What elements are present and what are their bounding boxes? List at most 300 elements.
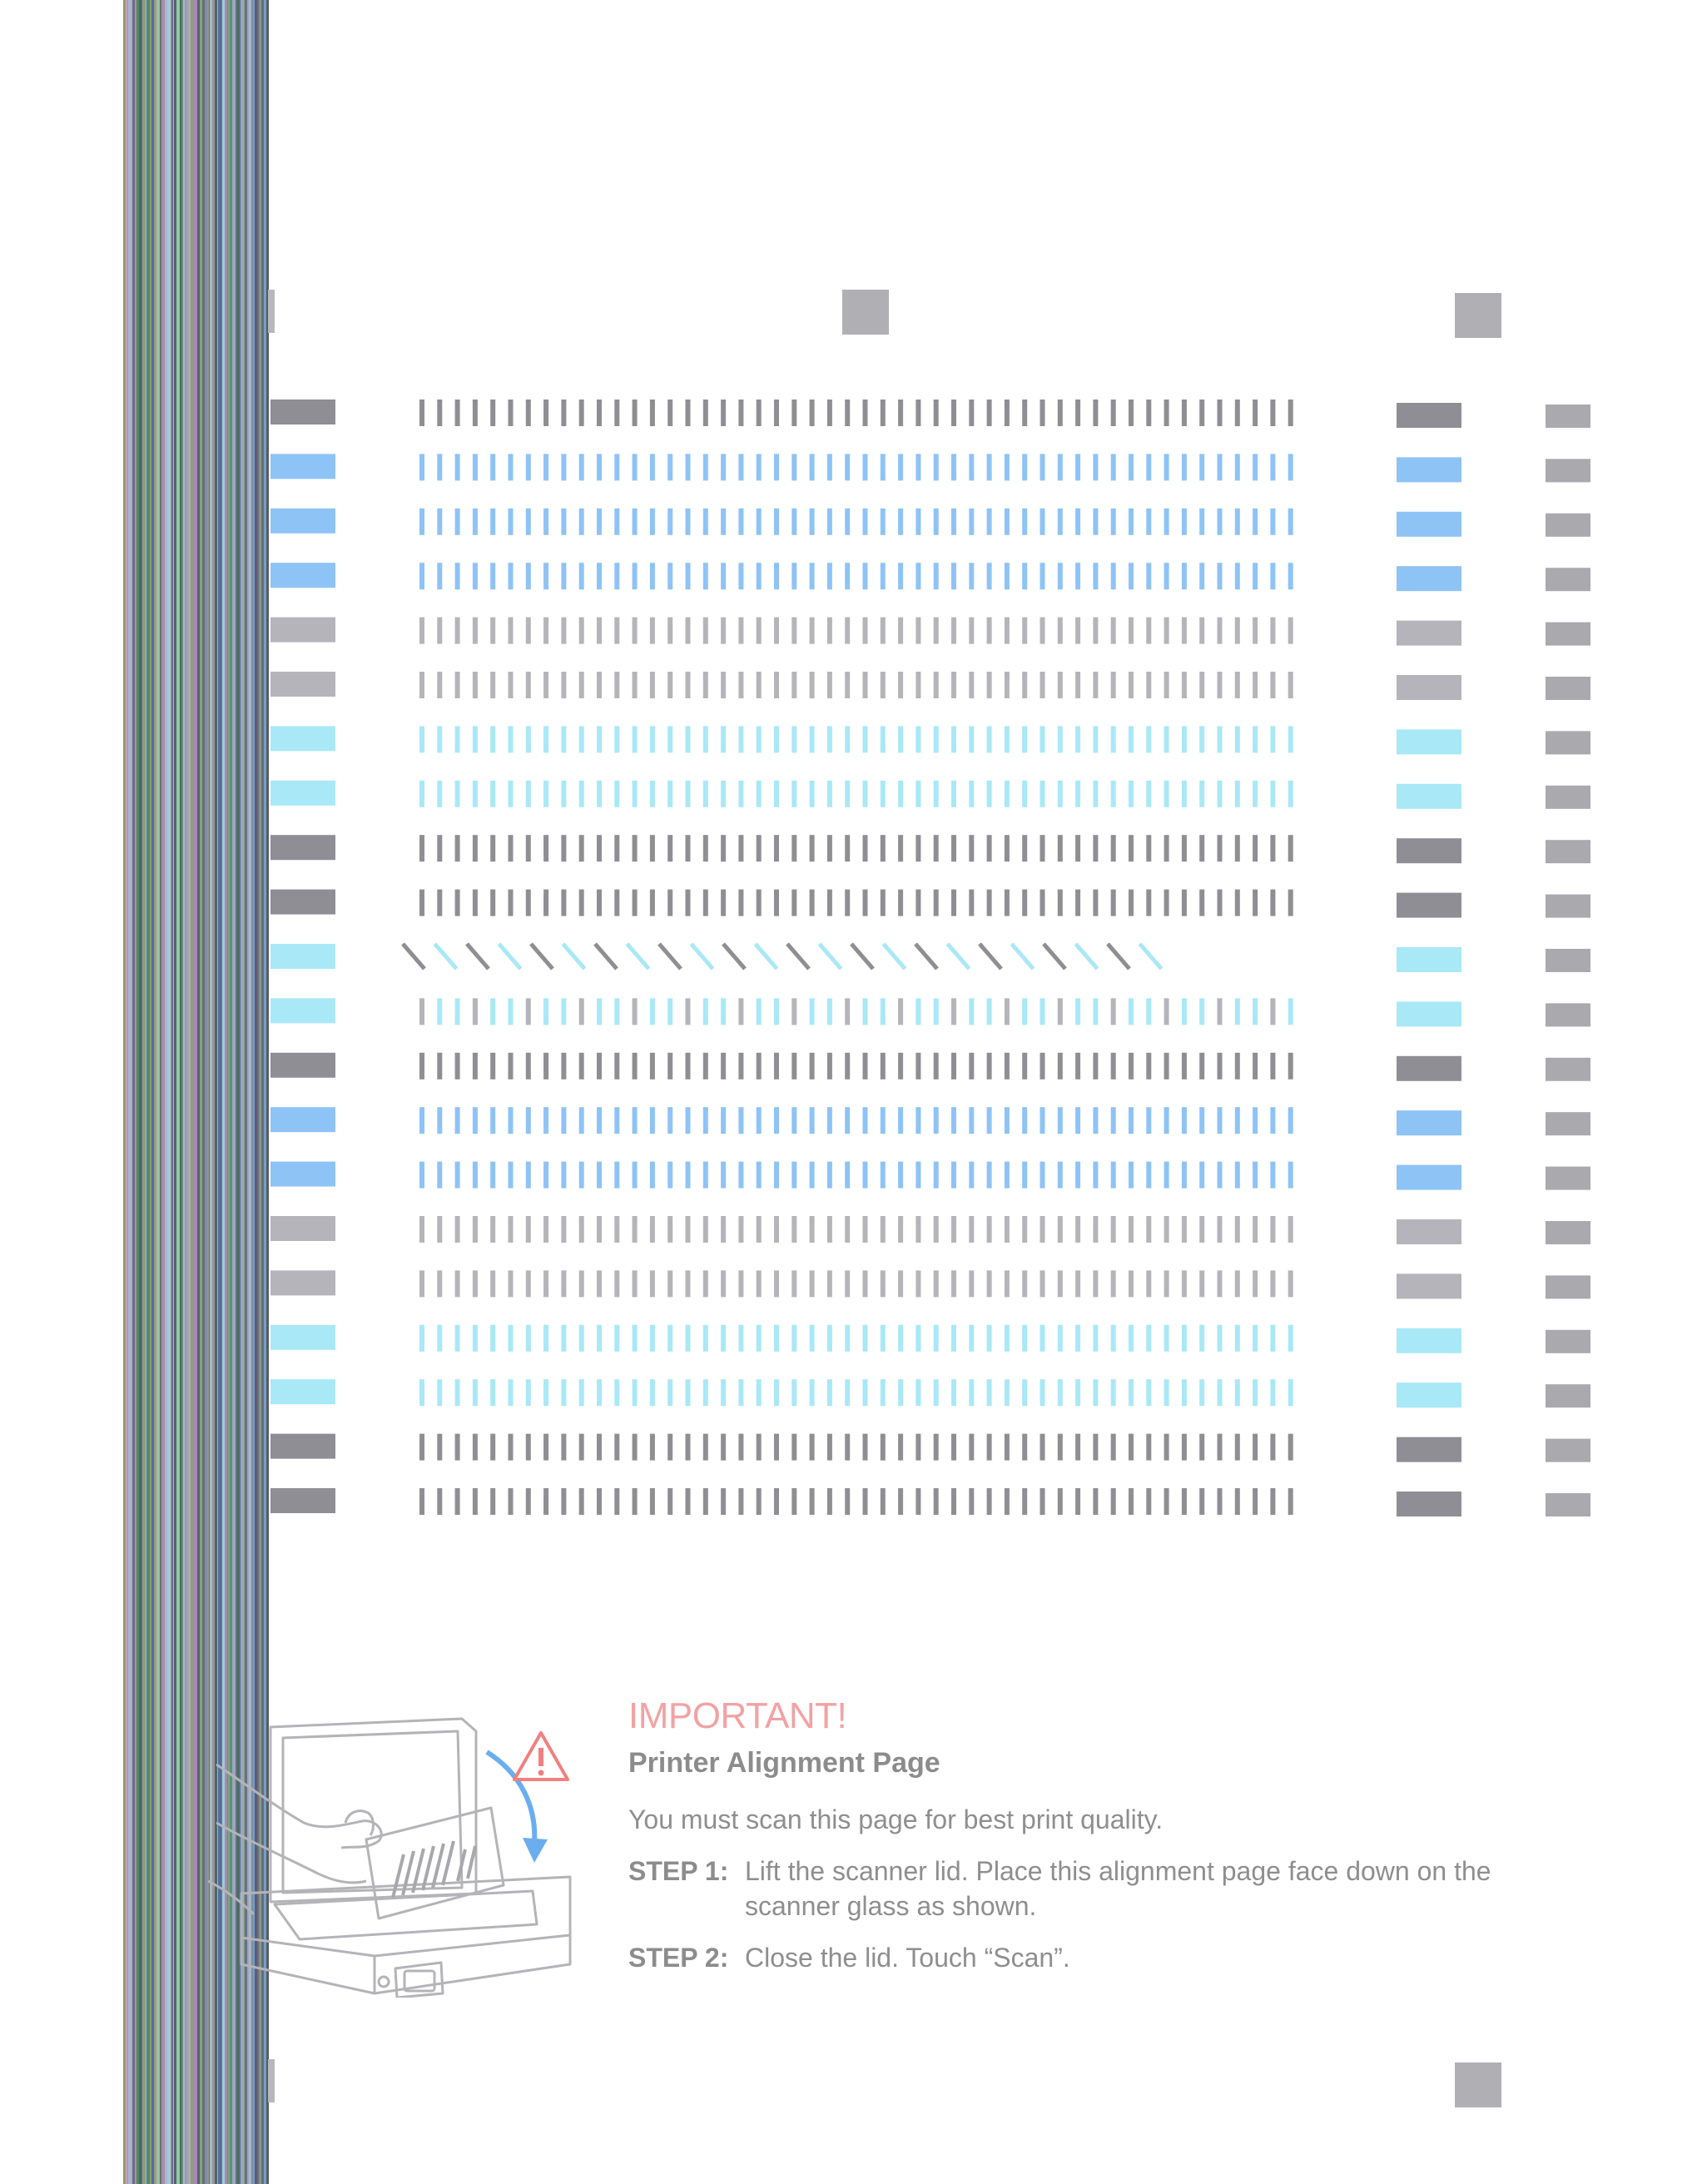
- alignment-tick: [667, 1379, 672, 1406]
- alignment-tick: [1218, 1270, 1223, 1297]
- alignment-tick: [969, 1434, 974, 1461]
- alignment-tick: [791, 618, 796, 644]
- alignment-tick: [1199, 835, 1204, 861]
- alignment-tick: [1005, 726, 1010, 752]
- alignment-block-right: [1397, 1219, 1461, 1244]
- alignment-tick: [614, 835, 619, 861]
- alignment-row: [419, 1434, 1293, 1461]
- alignment-tick: [1058, 1162, 1063, 1189]
- alignment-row: [419, 1053, 1293, 1080]
- diagonal-tick: [563, 944, 585, 969]
- alignment-tick: [597, 618, 602, 644]
- alignment-tick: [1218, 781, 1223, 807]
- alignment-tick: [757, 1270, 762, 1297]
- alignment-tick: [987, 618, 992, 644]
- alignment-tick: [1058, 1107, 1063, 1134]
- alignment-tick: [455, 835, 460, 861]
- alignment-tick: [951, 672, 956, 698]
- alignment-tick: [827, 890, 832, 916]
- alignment-tick: [863, 1270, 868, 1297]
- step-2-label: STEP 2:: [628, 1943, 729, 1973]
- alignment-tick: [561, 400, 566, 426]
- alignment-tick: [1075, 1216, 1080, 1243]
- alignment-tick: [863, 835, 868, 861]
- alignment-tick: [951, 1325, 956, 1352]
- alignment-tick: [526, 1053, 531, 1080]
- alignment-tick: [597, 1325, 602, 1352]
- alignment-tick: [863, 1488, 868, 1515]
- alignment-tick: [650, 1053, 655, 1080]
- alignment-tick: [1218, 618, 1223, 644]
- alignment-tick: [597, 509, 602, 535]
- alignment-tick: [650, 781, 655, 807]
- alignment-tick: [827, 400, 832, 426]
- alignment-tick: [579, 998, 584, 1025]
- alignment-tick: [686, 835, 691, 861]
- alignment-tick: [1022, 1379, 1027, 1406]
- alignment-tick: [579, 890, 584, 916]
- alignment-row: [419, 998, 1293, 1025]
- alignment-tick: [1058, 1270, 1063, 1297]
- alignment-tick: [703, 400, 708, 426]
- alignment-tick: [1129, 454, 1134, 480]
- alignment-tick: [810, 1162, 815, 1189]
- alignment-tick: [509, 1216, 514, 1243]
- diagonal-tick: [435, 944, 457, 969]
- alignment-tick: [1075, 726, 1080, 752]
- alignment-tick: [1129, 672, 1134, 698]
- alignment-tick: [827, 1216, 832, 1243]
- alignment-tick: [419, 1434, 424, 1461]
- alignment-block-far-right: [1546, 1003, 1590, 1026]
- alignment-tick: [1164, 618, 1169, 644]
- alignment-tick: [1253, 1107, 1258, 1134]
- alignment-tick: [667, 998, 672, 1025]
- alignment-tick: [1058, 998, 1063, 1025]
- alignment-tick: [1129, 998, 1134, 1025]
- alignment-tick: [614, 1162, 619, 1189]
- alignment-tick: [774, 1270, 779, 1297]
- alignment-tick: [863, 1162, 868, 1189]
- alignment-tick: [509, 1270, 514, 1297]
- alignment-tick: [1235, 672, 1240, 698]
- diagonal-tick: [531, 944, 553, 969]
- alignment-tick: [898, 781, 903, 807]
- alignment-tick: [1075, 454, 1080, 480]
- alignment-tick: [915, 998, 920, 1025]
- alignment-tick: [455, 618, 460, 644]
- alignment-tick: [863, 1216, 868, 1243]
- alignment-tick: [881, 726, 886, 752]
- alignment-tick: [1270, 1379, 1275, 1406]
- alignment-tick: [1040, 672, 1045, 698]
- alignment-tick: [1199, 672, 1204, 698]
- alignment-tick: [667, 835, 672, 861]
- alignment-tick: [810, 1325, 815, 1352]
- alignment-tick: [597, 781, 602, 807]
- alignment-block-far-right: [1546, 1058, 1590, 1081]
- alignment-block-far-right: [1546, 1112, 1590, 1135]
- alignment-tick: [1270, 1434, 1275, 1461]
- alignment-tick: [791, 998, 796, 1025]
- alignment-tick: [1164, 1270, 1169, 1297]
- alignment-tick: [810, 726, 815, 752]
- alignment-tick: [1182, 618, 1187, 644]
- important-title: IMPORTANT!: [628, 1695, 847, 1736]
- alignment-tick: [526, 1162, 531, 1189]
- alignment-tick: [863, 454, 868, 480]
- alignment-tick: [1146, 563, 1151, 589]
- alignment-tick: [633, 835, 638, 861]
- alignment-tick: [614, 1379, 619, 1406]
- alignment-tick: [721, 781, 726, 807]
- alignment-tick: [1093, 1270, 1098, 1297]
- alignment-tick: [881, 1488, 886, 1515]
- alignment-tick: [1288, 781, 1293, 807]
- alignment-tick: [1129, 1434, 1134, 1461]
- alignment-tick: [686, 1434, 691, 1461]
- alignment-tick: [1164, 1162, 1169, 1189]
- alignment-block-far-right: [1546, 405, 1590, 428]
- alignment-tick: [738, 1434, 743, 1461]
- alignment-tick: [881, 1053, 886, 1080]
- alignment-tick: [561, 563, 566, 589]
- alignment-tick: [721, 563, 726, 589]
- alignment-tick: [543, 1379, 548, 1406]
- alignment-tick: [791, 781, 796, 807]
- alignment-tick: [1235, 1325, 1240, 1352]
- alignment-tick: [561, 1216, 566, 1243]
- alignment-block-left: [270, 1325, 335, 1350]
- alignment-tick: [969, 1107, 974, 1134]
- alignment-tick: [667, 563, 672, 589]
- alignment-tick: [543, 400, 548, 426]
- alignment-tick: [881, 509, 886, 535]
- alignment-tick: [437, 1216, 442, 1243]
- alignment-tick: [561, 1107, 566, 1134]
- alignment-tick: [1270, 1107, 1275, 1134]
- alignment-tick: [1005, 1162, 1010, 1189]
- alignment-tick: [863, 509, 868, 535]
- alignment-tick: [419, 1162, 424, 1189]
- alignment-tick: [898, 509, 903, 535]
- alignment-block-left: [270, 1434, 335, 1459]
- alignment-tick: [987, 1434, 992, 1461]
- alignment-tick: [419, 890, 424, 916]
- alignment-tick: [686, 1216, 691, 1243]
- alignment-tick: [686, 509, 691, 535]
- alignment-block-left: [270, 672, 335, 697]
- alignment-tick: [810, 400, 815, 426]
- alignment-tick: [473, 509, 478, 535]
- alignment-tick: [863, 781, 868, 807]
- alignment-row: [419, 672, 1293, 698]
- alignment-block-right: [1397, 784, 1461, 809]
- alignment-tick: [1111, 1270, 1116, 1297]
- alignment-tick: [881, 618, 886, 644]
- alignment-tick: [1164, 835, 1169, 861]
- alignment-tick: [579, 1216, 584, 1243]
- alignment-tick: [757, 400, 762, 426]
- alignment-tick: [419, 1488, 424, 1515]
- registration-mark-bottom-right: [1455, 2062, 1501, 2107]
- alignment-tick: [473, 454, 478, 480]
- alignment-tick: [455, 400, 460, 426]
- alignment-tick: [1288, 1053, 1293, 1080]
- alignment-tick: [881, 672, 886, 698]
- alignment-tick: [667, 1107, 672, 1134]
- alignment-tick: [650, 1379, 655, 1406]
- alignment-tick: [633, 509, 638, 535]
- alignment-tick: [633, 890, 638, 916]
- alignment-tick: [845, 618, 850, 644]
- alignment-tick: [1075, 1107, 1080, 1134]
- alignment-tick: [1129, 1325, 1134, 1352]
- alignment-tick: [757, 509, 762, 535]
- alignment-tick: [419, 1107, 424, 1134]
- alignment-tick: [597, 672, 602, 698]
- alignment-tick: [881, 454, 886, 480]
- alignment-tick: [987, 1162, 992, 1189]
- alignment-tick: [1022, 781, 1027, 807]
- alignment-tick: [721, 1107, 726, 1134]
- alignment-tick: [1022, 1270, 1027, 1297]
- alignment-row: [419, 400, 1293, 426]
- alignment-block-left: [270, 1216, 335, 1241]
- alignment-row: [419, 835, 1293, 861]
- alignment-tick: [934, 618, 939, 644]
- alignment-tick: [738, 1325, 743, 1352]
- alignment-tick: [1164, 400, 1169, 426]
- alignment-tick: [1075, 1270, 1080, 1297]
- alignment-tick: [881, 563, 886, 589]
- alignment-tick: [455, 781, 460, 807]
- alignment-tick: [1235, 781, 1240, 807]
- alignment-block-far-right: [1546, 731, 1590, 754]
- alignment-tick: [509, 672, 514, 698]
- alignment-tick: [1218, 835, 1223, 861]
- alignment-tick: [597, 563, 602, 589]
- alignment-tick: [1235, 1162, 1240, 1189]
- alignment-tick: [703, 1216, 708, 1243]
- alignment-tick: [650, 1488, 655, 1515]
- registration-mark-top-left: [268, 290, 275, 333]
- diagonal-tick: [659, 944, 681, 969]
- alignment-tick: [490, 890, 495, 916]
- alignment-tick: [1040, 1216, 1045, 1243]
- alignment-tick: [1075, 781, 1080, 807]
- alignment-tick: [509, 835, 514, 861]
- alignment-tick: [934, 563, 939, 589]
- alignment-tick: [757, 726, 762, 752]
- alignment-tick: [1146, 781, 1151, 807]
- alignment-tick: [650, 1270, 655, 1297]
- alignment-tick: [614, 998, 619, 1025]
- alignment-tick: [1093, 618, 1098, 644]
- alignment-tick: [863, 1107, 868, 1134]
- alignment-tick: [667, 726, 672, 752]
- alignment-tick: [419, 1270, 424, 1297]
- alignment-tick: [1288, 400, 1293, 426]
- alignment-tick: [455, 1488, 460, 1515]
- alignment-tick: [1093, 1216, 1098, 1243]
- alignment-tick: [1093, 835, 1098, 861]
- alignment-block-left: [270, 563, 335, 588]
- alignment-tick: [1075, 1434, 1080, 1461]
- alignment-tick: [509, 1107, 514, 1134]
- alignment-tick: [490, 1216, 495, 1243]
- alignment-tick: [1235, 1488, 1240, 1515]
- alignment-tick: [1235, 509, 1240, 535]
- alignment-tick: [455, 1434, 460, 1461]
- alignment-block-right: [1397, 1382, 1461, 1407]
- alignment-tick: [951, 998, 956, 1025]
- alignment-tick: [1199, 454, 1204, 480]
- alignment-tick: [1022, 509, 1027, 535]
- alignment-tick: [845, 454, 850, 480]
- alignment-tick: [455, 1053, 460, 1080]
- alignment-tick: [473, 1488, 478, 1515]
- alignment-tick: [791, 1216, 796, 1243]
- diagonal-tick: [499, 944, 521, 969]
- alignment-tick: [526, 1488, 531, 1515]
- alignment-tick: [1111, 726, 1116, 752]
- alignment-tick: [951, 890, 956, 916]
- alignment-tick: [437, 890, 442, 916]
- alignment-tick: [1093, 890, 1098, 916]
- alignment-tick: [1270, 726, 1275, 752]
- alignment-tick: [915, 1216, 920, 1243]
- alignment-tick: [845, 1107, 850, 1134]
- alignment-tick: [614, 1216, 619, 1243]
- alignment-tick: [1005, 998, 1010, 1025]
- alignment-tick: [774, 890, 779, 916]
- alignment-tick: [455, 1325, 460, 1352]
- alignment-tick: [455, 672, 460, 698]
- alignment-tick: [561, 1053, 566, 1080]
- alignment-tick: [791, 1434, 796, 1461]
- alignment-tick: [915, 835, 920, 861]
- alignment-tick: [1022, 400, 1027, 426]
- alignment-tick: [1253, 1325, 1258, 1352]
- alignment-tick: [1182, 1162, 1187, 1189]
- alignment-tick: [1182, 1107, 1187, 1134]
- alignment-tick: [490, 1270, 495, 1297]
- alignment-tick: [1040, 1379, 1045, 1406]
- alignment-tick: [1253, 1379, 1258, 1406]
- alignment-tick: [1040, 1270, 1045, 1297]
- alignment-tick: [827, 1434, 832, 1461]
- alignment-block-right: [1397, 893, 1461, 918]
- alignment-tick: [898, 835, 903, 861]
- alignment-tick: [987, 1488, 992, 1515]
- alignment-tick: [1129, 835, 1134, 861]
- alignment-tick: [1040, 1053, 1045, 1080]
- alignment-tick: [951, 1488, 956, 1515]
- alignment-tick: [969, 1488, 974, 1515]
- alignment-tick: [951, 1162, 956, 1189]
- alignment-tick: [1253, 998, 1258, 1025]
- alignment-tick: [774, 1379, 779, 1406]
- alignment-tick: [543, 781, 548, 807]
- alignment-tick: [774, 835, 779, 861]
- alignment-block-right: [1397, 675, 1461, 700]
- alignment-tick: [1199, 726, 1204, 752]
- alignment-tick: [561, 672, 566, 698]
- alignment-tick: [1111, 835, 1116, 861]
- step-1-text: Lift the scanner lid. Place this alignment page face down on the scanner glass as shown.: [745, 1856, 1491, 1921]
- alignment-tick: [1111, 1107, 1116, 1134]
- alignment-tick: [473, 890, 478, 916]
- alignment-tick: [934, 1379, 939, 1406]
- alignment-tick: [543, 835, 548, 861]
- alignment-tick: [686, 618, 691, 644]
- alignment-tick: [419, 1325, 424, 1352]
- alignment-tick: [1199, 1270, 1204, 1297]
- alignment-tick: [845, 835, 850, 861]
- alignment-tick: [738, 998, 743, 1025]
- alignment-block-left: [270, 1270, 335, 1295]
- alignment-tick: [774, 563, 779, 589]
- alignment-tick: [1288, 618, 1293, 644]
- alignment-tick: [419, 618, 424, 644]
- alignment-tick: [898, 400, 903, 426]
- alignment-tick: [1146, 1325, 1151, 1352]
- alignment-tick: [1288, 672, 1293, 698]
- alignment-tick: [791, 1488, 796, 1515]
- alignment-tick: [543, 509, 548, 535]
- alignment-row: [419, 1162, 1293, 1189]
- alignment-tick: [1093, 563, 1098, 589]
- alignment-tick: [1111, 1379, 1116, 1406]
- alignment-tick: [863, 563, 868, 589]
- alignment-tick: [1022, 1325, 1027, 1352]
- alignment-block-left: [270, 1053, 335, 1078]
- alignment-tick: [1005, 1270, 1010, 1297]
- alignment-tick: [1129, 890, 1134, 916]
- alignment-tick: [1270, 454, 1275, 480]
- alignment-block-right: [1397, 1001, 1461, 1026]
- alignment-tick: [1093, 1325, 1098, 1352]
- alignment-block-left: [270, 944, 335, 969]
- alignment-tick: [437, 726, 442, 752]
- alignment-tick: [987, 1107, 992, 1134]
- step-1: [628, 1854, 1552, 1923]
- alignment-tick: [1253, 890, 1258, 916]
- alignment-tick: [951, 835, 956, 861]
- alignment-tick: [1146, 1053, 1151, 1080]
- alignment-tick: [543, 998, 548, 1025]
- alignment-tick: [810, 998, 815, 1025]
- alignment-block-far-right: [1546, 1275, 1590, 1298]
- alignment-tick: [934, 1107, 939, 1134]
- alignment-tick: [633, 781, 638, 807]
- alignment-tick: [1199, 1107, 1204, 1134]
- diagonal-tick: [628, 944, 649, 969]
- alignment-tick: [633, 1053, 638, 1080]
- alignment-tick: [863, 1053, 868, 1080]
- alignment-tick: [686, 1053, 691, 1080]
- alignment-tick: [1040, 890, 1045, 916]
- alignment-tick: [898, 672, 903, 698]
- alignment-tick: [810, 1488, 815, 1515]
- alignment-tick: [490, 1107, 495, 1134]
- alignment-block-right: [1397, 838, 1461, 863]
- alignment-tick: [1093, 726, 1098, 752]
- alignment-block-left: [270, 835, 335, 860]
- alignment-tick: [969, 1053, 974, 1080]
- alignment-tick: [1270, 1216, 1275, 1243]
